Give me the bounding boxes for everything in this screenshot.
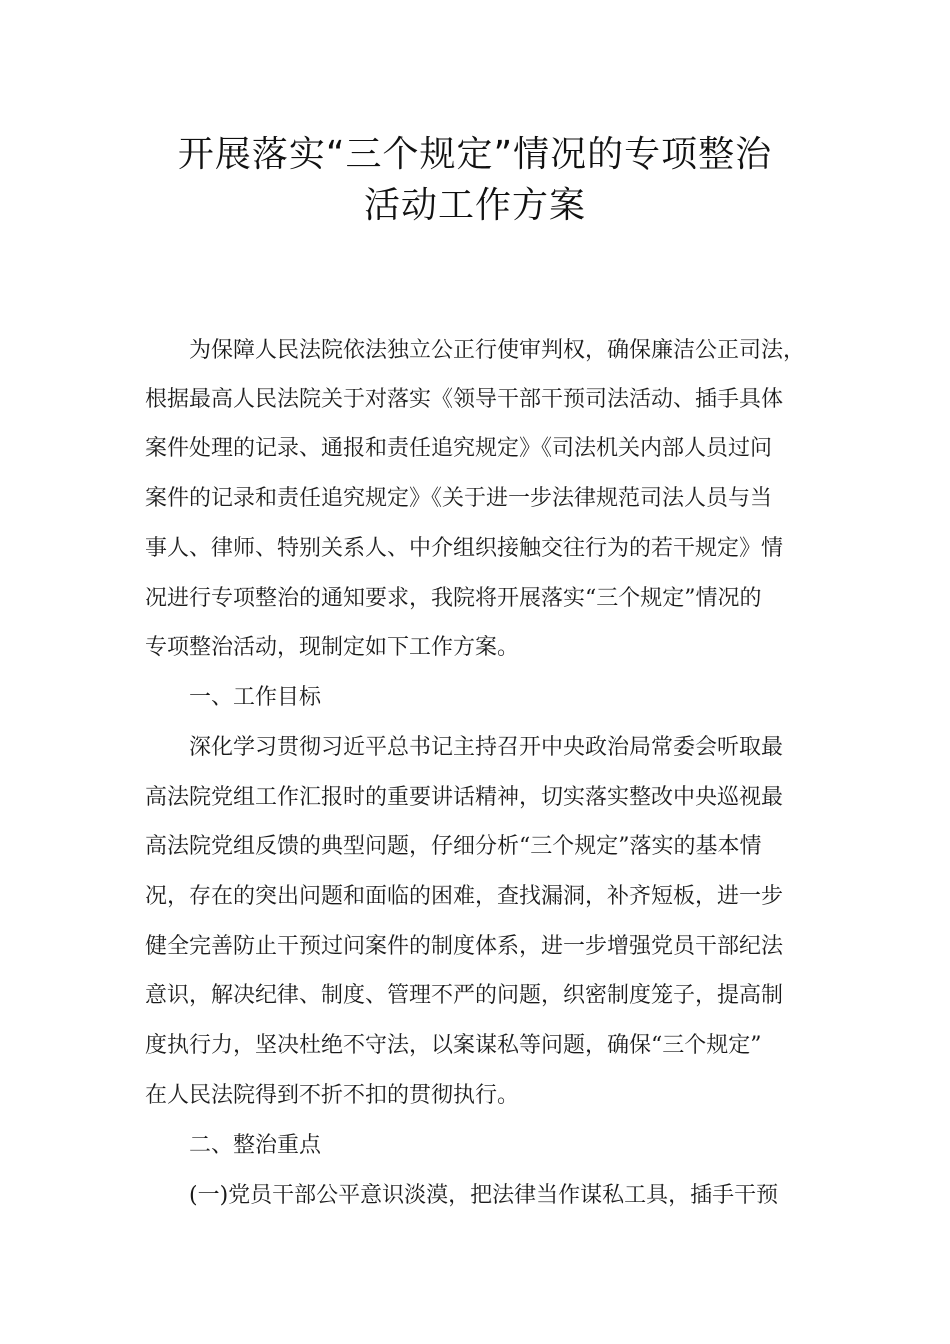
- paragraph-line: 在人民法院得到不折不扣的贯彻执行。: [145, 1083, 520, 1108]
- paragraph-line: 况进行专项整治的通知要求，我院将开展落实“三个规定”情况的: [145, 586, 762, 611]
- paragraph-line: 况，存在的突出问题和面临的困难，查找漏洞，补齐短板，进一步: [145, 884, 784, 909]
- paragraph-line: 根据最高人民法院关于对落实《领导干部干预司法活动、插手具体: [145, 387, 784, 412]
- section-heading: 二、整治重点: [189, 1133, 322, 1158]
- paragraph-line: 深化学习贯彻习近平总书记主持召开中央政治局常委会听取最: [189, 735, 784, 760]
- paragraph-line: 高法院党组工作汇报时的重要讲话精神，切实落实整改中央巡视最: [145, 785, 784, 810]
- document-title-line-2: 活动工作方案: [363, 185, 586, 226]
- paragraph-line: 案件处理的记录、通报和责任追究规定》《司法机关内部人员过问: [145, 436, 773, 461]
- paragraph-line: 意识，解决纪律、制度、管理不严的问题，织密制度笼子，提高制: [145, 983, 784, 1008]
- paragraph-line: 高法院党组反馈的典型问题，仔细分析“三个规定”落实的基本情: [145, 834, 762, 859]
- paragraph-line: (一)党员干部公平意识淡漠，把法律当作谋私工具，插手干预: [189, 1183, 779, 1208]
- document-title-line-1: 开展落实“三个规定”情况的专项整治: [177, 134, 773, 175]
- section-heading: 一、工作目标: [189, 685, 322, 710]
- paragraph-line: 为保障人民法院依法独立公正行使审判权，确保廉洁公正司法，: [189, 338, 806, 363]
- paragraph-line: 专项整治活动，现制定如下工作方案。: [145, 635, 520, 660]
- paragraph-line: 度执行力，坚决杜绝不守法，以案谋私等问题，确保“三个规定”: [145, 1033, 762, 1058]
- paragraph-line: 事人、律师、特别关系人、中介组织接触交往行为的若干规定》情: [145, 536, 784, 561]
- paragraph-line: 健全完善防止干预过问案件的制度体系，进一步增强党员干部纪法: [145, 934, 784, 959]
- paragraph-line: 案件的记录和责任追究规定》《关于进一步法律规范司法人员与当: [145, 486, 773, 511]
